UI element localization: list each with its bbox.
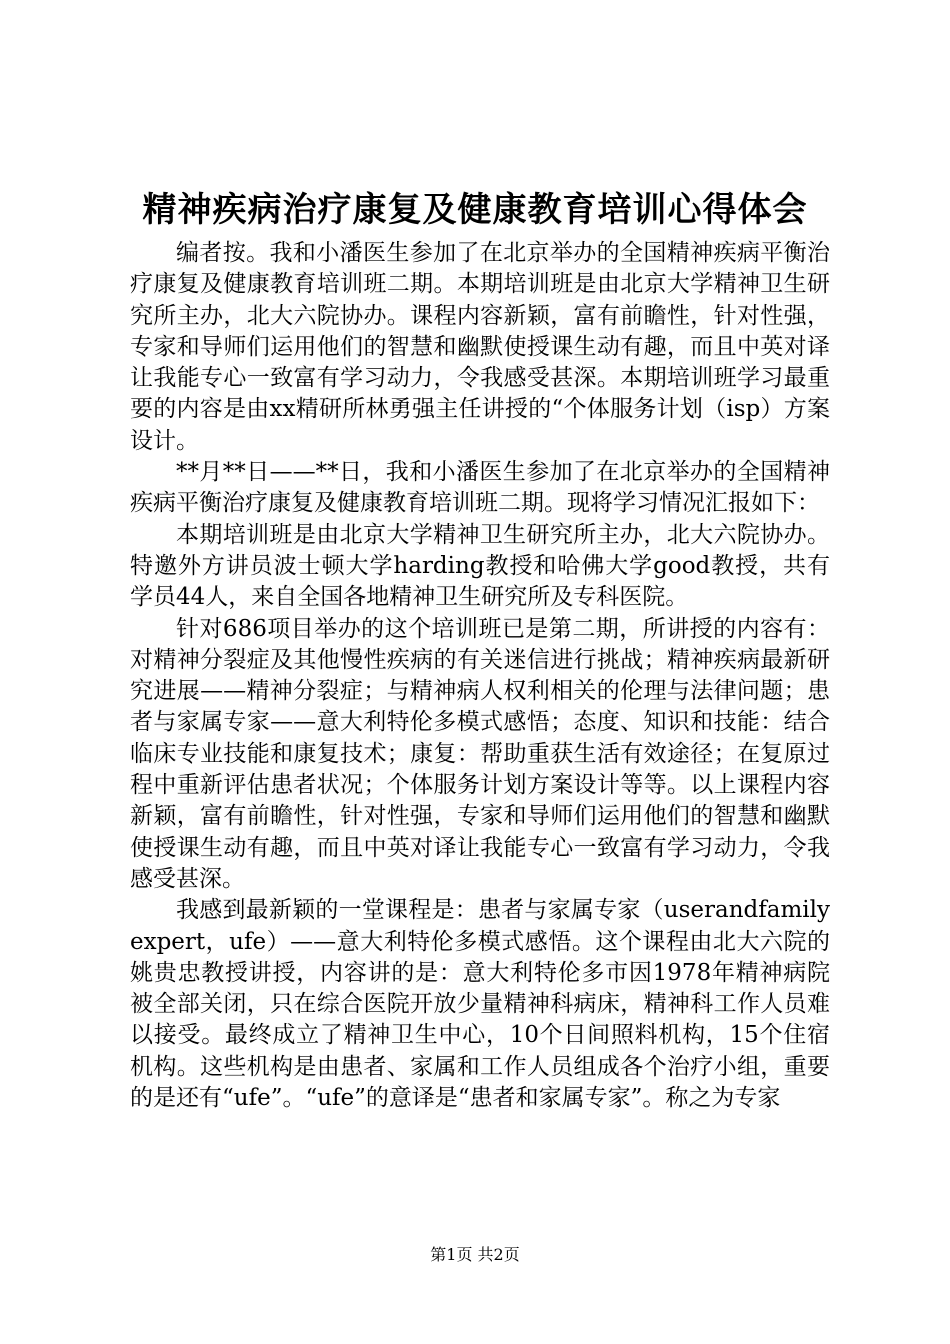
- page-footer: 第1页 共2页: [430, 1245, 520, 1264]
- paragraph-intro: **月**日——**日，我和小潘医生参加了在北京举办的全国精神疾病平衡治疗康复及健康教育培训班二期。现将学习情况汇报如下：: [130, 459, 830, 517]
- paragraph-course-content: 针对686项目举办的这个培训班已是第二期，所讲授的内容有：对精神分裂症及其他慢性疾病的有关迷信进行挑战；精神疾病最新研究进展——精神分裂症；与精神病人权利相关的伦理与法律问题；患者与家属专家——意大利特伦多模式感悟；态度、知识和技能：结合临床专业技能和康复技术；康复：帮助重获生活有效途径；在复原过程中重新评估患者状况；个体服务计划方案设计等等。以上课程内容新颖，富有前瞻性，针对性强，专家和导师们运用他们的智慧和幽默使授课生动有趣，而且中英对译让我能专心一致富有学习动力，令我感受甚深。: [130, 615, 830, 892]
- paragraph-editor-note: 编者按。我和小潘医生参加了在北京举办的全国精神疾病平衡治疗康复及健康教育培训班二期。本期培训班是由北京大学精神卫生研究所主办，北大六院协办。课程内容新颖，富有前瞻性，针对性强，专家和导师们运用他们的智慧和幽默使授课生动有趣，而且中英对译让我能专心一致富有学习动力，令我感受甚深。本期培训班学习最重要的内容是由xx精研所林勇强主任讲授的“个体服务计划（isp）方案设计。: [130, 240, 830, 454]
- document-body: [130, 238, 830, 1114]
- paragraph-organizers: 本期培训班是由北京大学精神卫生研究所主办，北大六院协办。特邀外方讲员波士顿大学harding教授和哈佛大学good教授，共有学员44人，来自全国各地精神卫生研究所及专科医院。: [130, 521, 830, 611]
- document-title: 精神疾病治疗康复及健康教育培训心得体会: [142, 190, 808, 230]
- paragraph-ufe-course: 我感到最新颖的一堂课程是：患者与家属专家（userandfamilyexpert，ufe）——意大利特伦多模式感悟。这个课程由北大六院的姚贵忠教授讲授，内容讲的是：意大利特伦多市因1978年精神病院被全部关闭，只在综合医院开放少量精神科病床，精神科工作人员难以接受。最终成立了精神卫生中心，10个日间照料机构，15个住宿机构。这些机构是由患者、家属和工作人员组成各个治疗小组，重要的是还有“ufe”。“ufe”的意译是“患者和家属专家”。称之为专家: [130, 897, 830, 1112]
